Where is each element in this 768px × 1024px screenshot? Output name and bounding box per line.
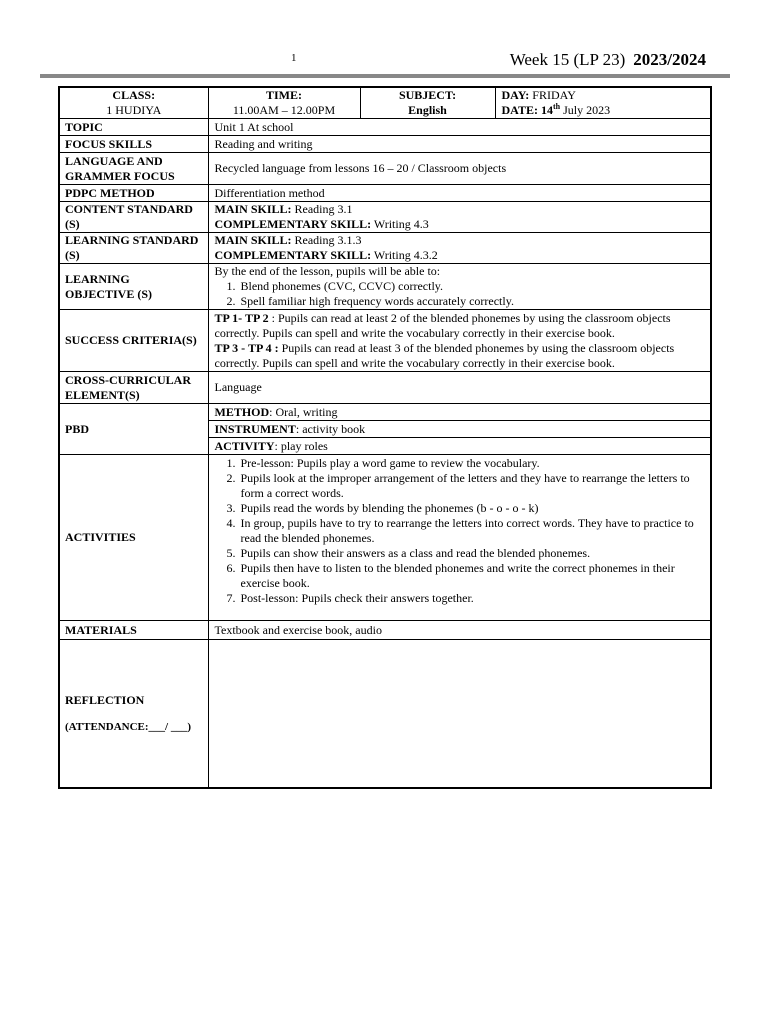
- learning-comp-skill: [215, 248, 705, 263]
- pbd-instrument-label: INSTRUMENT: [214, 421, 296, 436]
- content-standard-value: [208, 202, 711, 233]
- success-criteria-2: [215, 341, 705, 371]
- objective-list: [215, 279, 705, 309]
- pbd-method-value: : Oral, writing: [269, 404, 338, 419]
- pbd-label: PBD: [59, 404, 208, 455]
- content-main-value: Reading 3.1: [291, 202, 353, 217]
- success-1-label: TP 1- TP 2: [214, 310, 269, 325]
- language-focus-row: [59, 153, 711, 185]
- content-comp-value: Writing 4.3: [371, 217, 429, 232]
- focus-skills-row: [59, 136, 711, 153]
- class-label: CLASS:: [112, 88, 156, 102]
- activity-item: 1. Pre-lesson: Pupils play a word game to review the vocabulary.: [239, 456, 705, 471]
- content-standard-label: CONTENT STANDARD (S): [59, 202, 208, 233]
- class-info-row: [59, 87, 711, 119]
- language-focus-label: LANGUAGE AND GRAMMER FOCUS: [59, 153, 208, 185]
- objective-row: [59, 264, 711, 310]
- cross-curricular-row: [59, 372, 711, 404]
- day-label: DAY:: [501, 88, 530, 102]
- activity-item: 5. Pupils can show their answers as a class and read the blended phonemes.: [239, 546, 705, 561]
- success-criteria-label: SUCCESS CRITERIA(S): [59, 310, 208, 372]
- school-year: 2023/2024: [633, 50, 706, 69]
- pbd-activity-value: : play roles: [274, 438, 328, 453]
- subject-cell: [360, 87, 495, 119]
- date-month-year: July 2023: [560, 103, 611, 117]
- cross-curricular-label: CROSS-CURRICULAR ELEMENT(S): [59, 372, 208, 404]
- success-criteria-row: [59, 310, 711, 372]
- success-2-label: TP 3 - TP 4 :: [214, 340, 279, 355]
- activities-value: [208, 455, 711, 621]
- activities-list: [215, 456, 705, 606]
- reflection-cell: [59, 640, 208, 788]
- pbd-method-label: METHOD: [214, 404, 270, 419]
- header-divider: [40, 74, 730, 78]
- time-value: 11.00AM – 12.00PM: [232, 103, 336, 117]
- date-suffix: th: [552, 102, 561, 111]
- pbd-method: [208, 404, 711, 421]
- pbd-instrument-value: : activity book: [295, 421, 366, 436]
- content-standard-row: [59, 202, 711, 233]
- topic-row: [59, 119, 711, 136]
- materials-value: Textbook and exercise book, audio: [208, 621, 711, 640]
- success-2-text: Pupils can read at least 3 of the blended phonemes by using the classroom objects correctly. Pupils can spell and write the vocabulary correctly in their exercise book.: [214, 340, 675, 370]
- reflection-label: REFLECTION: [65, 692, 145, 707]
- learning-standard-value: [208, 233, 711, 264]
- focus-skills-value: Reading and writing: [208, 136, 711, 153]
- week-header: [510, 50, 706, 70]
- content-comp-skill: [215, 217, 705, 232]
- activity-item: 4. In group, pupils have to try to rearrange the letters into correct words. They have to practice to read the blended phonemes.: [239, 516, 705, 546]
- success-criteria-value: [208, 310, 711, 372]
- week-label: Week 15 (LP 23): [509, 50, 626, 69]
- activity-item: 2. Pupils look at the improper arrangement of the letters and they have to rearrange the letters to form a correct words.: [239, 471, 705, 501]
- lesson-plan-table: [58, 86, 712, 789]
- learning-comp-value: Writing 4.3.2: [371, 248, 438, 263]
- pdpc-row: [59, 185, 711, 202]
- page-number: 1: [291, 52, 297, 64]
- objective-value: [208, 264, 711, 310]
- subject-label: SUBJECT:: [398, 88, 457, 102]
- learning-comp-label: COMPLEMENTARY SKILL:: [214, 248, 372, 263]
- topic-value: Unit 1 At school: [208, 119, 711, 136]
- day-line: [502, 88, 705, 103]
- day-date-cell: [495, 87, 711, 119]
- reflection-row: [59, 640, 711, 788]
- success-criteria-1: [215, 311, 705, 341]
- objective-item: 1. Blend phonemes (CVC, CCVC) correctly.: [239, 279, 705, 294]
- class-value: 1 HUDIYA: [106, 103, 162, 117]
- date-day: 14: [537, 103, 553, 117]
- activities-label: ACTIVITIES: [59, 455, 208, 621]
- date-line: [502, 103, 705, 118]
- topic-label: TOPIC: [59, 119, 208, 136]
- day-value: FRIDAY: [529, 88, 576, 102]
- objective-label: LEARNING OBJECTIVE (S): [59, 264, 208, 310]
- content-main-skill: [215, 202, 705, 217]
- activity-item: 6. Pupils then have to listen to the blended phonemes and write the correct phonemes in their exercise book.: [239, 561, 705, 591]
- objective-intro: By the end of the lesson, pupils will be able to:: [214, 264, 441, 279]
- subject-value: English: [408, 103, 447, 117]
- pbd-instrument: [208, 421, 711, 438]
- pdpc-label: PDPC METHOD: [59, 185, 208, 202]
- content-main-label: MAIN SKILL:: [214, 202, 292, 217]
- content-comp-label: COMPLEMENTARY SKILL:: [214, 217, 372, 232]
- cross-curricular-value: Language: [208, 372, 711, 404]
- time-cell: [208, 87, 360, 119]
- objective-item: 2. Spell familiar high frequency words accurately correctly.: [239, 294, 705, 309]
- pbd-method-row: [59, 404, 711, 421]
- focus-skills-label: FOCUS SKILLS: [59, 136, 208, 153]
- activity-item: 3. Pupils read the words by blending the phonemes (b - o - o - k): [239, 501, 705, 516]
- pbd-activity: [208, 438, 711, 455]
- learning-main-label: MAIN SKILL:: [214, 233, 292, 248]
- date-label: DATE:: [501, 103, 538, 117]
- class-cell: [59, 87, 208, 119]
- pdpc-value: Differentiation method: [208, 185, 711, 202]
- language-focus-value: Recycled language from lessons 16 – 20 / Classroom objects: [208, 153, 711, 185]
- learning-standard-row: [59, 233, 711, 264]
- pbd-activity-label: ACTIVITY: [214, 438, 275, 453]
- activity-item: 7. Post-lesson: Pupils check their answers together.: [239, 591, 705, 606]
- materials-label: MATERIALS: [59, 621, 208, 640]
- time-label: TIME:: [266, 88, 302, 102]
- reflection-value: [208, 640, 711, 788]
- learning-main-value: Reading 3.1.3: [291, 233, 362, 248]
- learning-main-skill: [215, 233, 705, 248]
- learning-standard-label: LEARNING STANDARD (S): [59, 233, 208, 264]
- attendance-label: (ATTENDANCE:___/ ___): [65, 720, 191, 733]
- activities-row: [59, 455, 711, 621]
- success-1-text: : Pupils can read at least 2 of the blended phonemes by using the classroom objects correctly. Pupils can spell and write the vocabulary correctly in their exercise book.: [214, 310, 671, 340]
- materials-row: [59, 621, 711, 640]
